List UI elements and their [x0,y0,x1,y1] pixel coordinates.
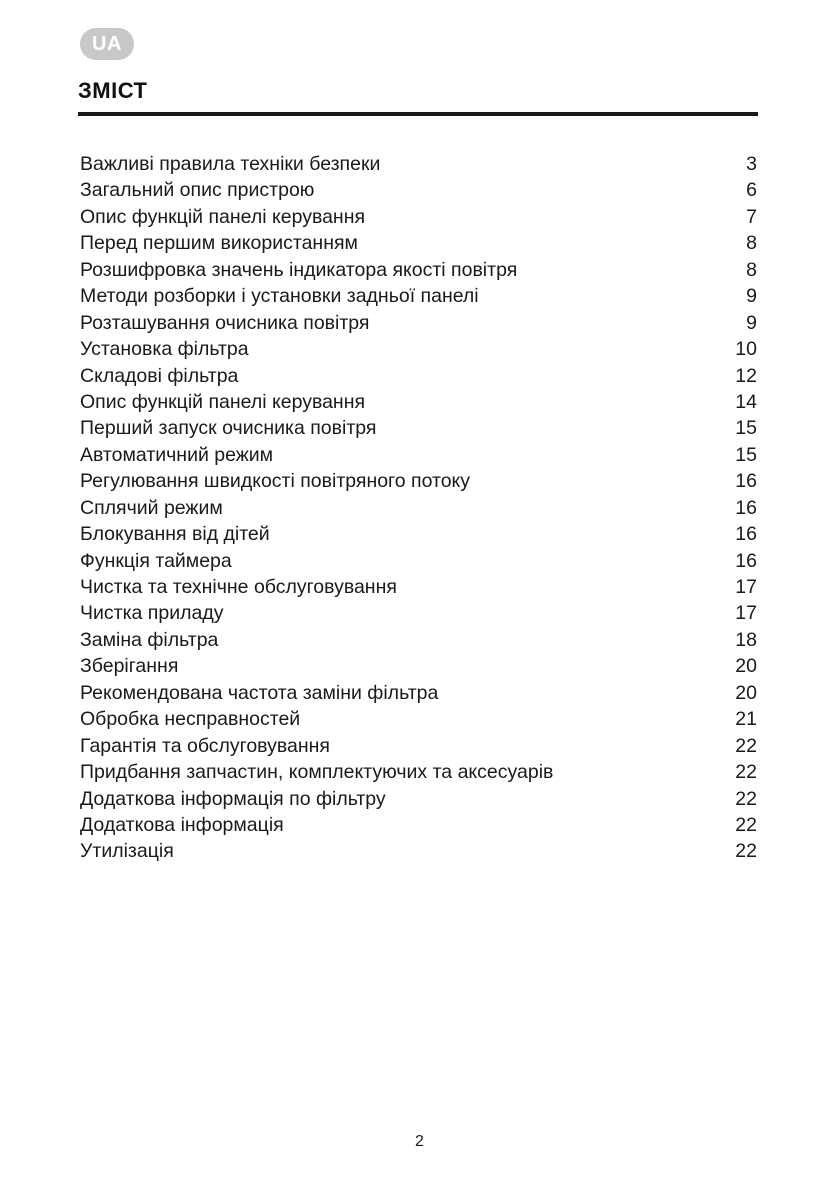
page-title: ЗМІСТ [78,78,148,103]
toc-entry-title: Придбання запчастин, комплектуючих та аксесуарів [80,761,554,784]
toc-entry-title: Додаткова інформація [80,813,284,836]
toc-entry-title: Важливі правила техніки безпеки [80,153,381,175]
toc-entry [80,759,760,785]
toc-entry-title: Блокування від дітей [80,523,270,546]
toc-entry-title: Обробка несправностей [80,708,301,731]
toc-entry [80,600,760,626]
toc-entry-page: 15 [735,417,757,440]
toc-entry [80,257,760,283]
toc-entry [80,521,760,547]
toc-entry [80,548,760,574]
toc-entry [80,495,760,521]
toc-entry-title: Додаткова інформація по фільтру [80,787,386,810]
toc-entry [80,680,760,706]
toc-entry-title: Розташування очисника повітря [80,311,370,334]
toc-entry-page: 8 [746,258,757,281]
toc-entry [80,733,760,759]
toc-entry-title: Перед першим використанням [80,232,358,255]
toc-entry-page: 16 [735,470,757,493]
toc-entry [80,230,760,256]
toc-entry-page: 7 [746,205,757,228]
toc-entry-title: Сплячий режим [80,496,223,519]
toc-entry [80,204,760,230]
toc-entry [80,363,760,389]
toc-entry-page: 16 [735,496,757,519]
toc-entry-page: 10 [735,338,757,361]
toc-entry-page: 6 [746,179,757,202]
toc-entry [80,812,760,838]
language-badge: UA [80,28,134,60]
toc-entry [80,415,760,441]
toc-entry-title: Розшифровка значень індикатора якості повітря [80,258,518,281]
toc-entry-page: 22 [735,813,757,836]
toc-entry-page: 15 [735,443,757,466]
table-of-contents [80,151,760,865]
toc-entry-page: 9 [746,285,757,308]
toc-entry-page: 14 [735,390,757,413]
toc-entry [80,468,760,494]
toc-entry-page: 22 [735,787,757,810]
toc-entry-title: Функція таймера [80,549,232,572]
toc-entry-page: 12 [735,364,757,387]
toc-entry-title: Установка фільтра [80,338,249,361]
toc-entry-page: 16 [735,549,757,572]
toc-entry [80,177,760,203]
page-number: 2 [415,1133,424,1150]
toc-entry [80,706,760,732]
title-divider [78,112,758,116]
toc-entry-page: 18 [735,628,757,651]
toc-entry-page: 20 [735,655,757,678]
toc-entry [80,389,760,415]
toc-entry [80,283,760,309]
toc-entry [80,310,760,336]
toc-entry-page: 20 [735,681,757,704]
toc-entry-title: Методи розборки і установки задньої панелі [80,285,479,308]
toc-entry-page: 21 [735,708,757,731]
toc-entry-page: 8 [746,232,757,255]
toc-entry [80,574,760,600]
toc-entry [80,442,760,468]
toc-entry-title: Опис функцій панелі керування [80,390,366,413]
toc-entry [80,838,760,864]
toc-entry-page: 22 [735,734,757,757]
toc-entry-title: Регулювання швидкості повітряного потоку [80,470,471,493]
toc-entry-page: 17 [735,602,757,625]
toc-entry [80,786,760,812]
toc-entry-title: Заміна фільтра [80,628,219,651]
toc-entry-title: Чистка та технічне обслуговування [80,576,397,598]
toc-entry-title: Перший запуск очисника повітря [80,417,377,440]
toc-entry [80,627,760,653]
toc-entry-title: Зберігання [80,655,179,678]
toc-entry [80,151,760,177]
toc-entry [80,653,760,679]
toc-entry-page: 22 [735,840,757,863]
toc-entry [80,336,760,362]
toc-entry-title: Утилізація [80,840,174,863]
toc-entry-page: 17 [735,576,757,598]
toc-entry-title: Загальний опис пристрою [80,179,315,202]
toc-entry-title: Складові фільтра [80,364,239,387]
toc-entry-title: Опис функцій панелі керування [80,205,366,228]
toc-entry-page: 3 [746,153,757,175]
toc-entry-title: Рекомендована частота заміни фільтра [80,681,439,704]
toc-entry-page: 9 [746,311,757,334]
toc-entry-title: Гарантія та обслуговування [80,734,330,757]
toc-entry-page: 22 [735,761,757,784]
toc-entry-title: Чистка приладу [80,602,224,625]
toc-entry-page: 16 [735,523,757,546]
toc-entry-title: Автоматичний режим [80,443,274,466]
